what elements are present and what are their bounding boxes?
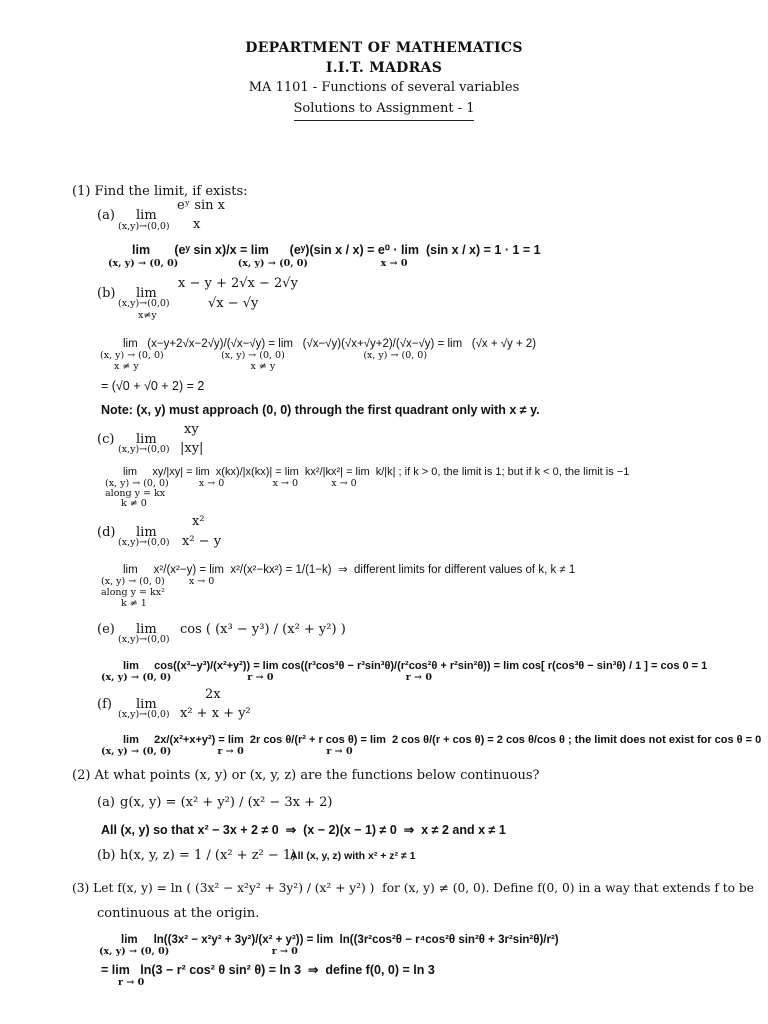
q1b-numerator: x − y + 2√x − 2√y	[178, 276, 298, 291]
q1f-lim: lim	[136, 697, 157, 712]
q1c-label: (c)	[97, 432, 115, 447]
q1c-solution-sub: (x, y) → (0, 0) x → 0 x → 0 x → 0	[105, 478, 357, 489]
q1d-lim-sub: (x,y)→(0,0)	[118, 537, 170, 548]
q1f-solution-sub: (x, y) → (0, 0) r → 0 r → 0	[101, 746, 353, 757]
q1a-lim: lim	[136, 208, 157, 223]
q2b-label: (b)	[97, 848, 116, 863]
q2a-expression: g(x, y) = (x² + y²) / (x² − 3x + 2)	[120, 795, 333, 810]
course-title: MA 1101 - Functions of several variables	[248, 80, 520, 95]
q1b-lim-sub2: x≠y	[138, 310, 157, 321]
q1a-solution: lim (eʸ sin x)/x = lim (eʸ)(sin x / x) = e⁰ · lim (sin x / x) = 1 · 1 = 1	[132, 243, 541, 257]
q3-heading: (3) Let f(x, y) = ln ( (3x² − x²y² + 3y²) / (x² + y²) ) for (x, y) ≠ (0, 0). Define f(0, 0) in a way that extends f to be	[72, 881, 754, 895]
q1b-denominator: √x − √y	[208, 296, 259, 311]
q1d-solution-sub2: along y = kx²	[101, 587, 165, 598]
q1e-expression: cos ( (x³ − y³) / (x² + y²) )	[180, 622, 346, 637]
q2a-label: (a)	[97, 795, 115, 810]
q1d-numerator: x²	[192, 514, 205, 529]
q1b-solution-sub: (x, y) → (0, 0) (x, y) → (0, 0) (x, y) → (0, 0)	[100, 350, 428, 361]
q1e-solution: lim cos((x³−y³)/(x²+y²)) = lim cos((r³cos³θ − r³sin³θ)/(r²cos²θ + r²sin²θ)) = lim cos[ r(cos³θ − sin³θ) / 1 ] = cos 0 = 1	[123, 660, 708, 672]
q1b-result: = (√0 + √0 + 2) = 2	[101, 379, 205, 393]
q1f-solution: lim 2x/(x²+x+y²) = lim 2r cos θ/(r² + r cos θ) = lim 2 cos θ/(r + cos θ) = 2 cos θ/cos θ ; the limit does not exist for cos θ = 0	[123, 734, 762, 746]
q2b-solution: All (x, y, z) with x² + z² ≠ 1	[290, 850, 416, 862]
document-header	[0, 38, 768, 121]
q1d-label: (d)	[97, 525, 116, 540]
q2a-solution: All (x, y) so that x² − 3x + 2 ≠ 0 ⇒ (x − 2)(x − 1) ≠ 0 ⇒ x ≠ 2 and x ≠ 1	[101, 823, 506, 837]
q1b-label: (b)	[97, 286, 116, 301]
q1b-lim: lim	[136, 286, 157, 301]
q3-solution: lim ln((3x² − x²y² + 3y²)/(x² + y²)) = lim ln((3r²cos²θ − r⁴cos²θ sin²θ + 3r²sin²θ)/r²)	[121, 934, 559, 946]
q2b-expression: h(x, y, z) = 1 / (x² + z² − 1)	[120, 848, 297, 863]
q1b-note: Note: (x, y) must approach (0, 0) through the first quadrant only with x ≠ y.	[101, 403, 540, 417]
q1d-lim: lim	[136, 525, 157, 540]
q1d-solution-sub: (x, y) → (0, 0) x → 0	[101, 576, 215, 587]
q1b-solution-sub2: x ≠ y x ≠ y	[114, 361, 276, 372]
q1e-solution-sub: (x, y) → (0, 0) r → 0 r → 0	[101, 672, 432, 683]
department-title: DEPARTMENT OF MATHEMATICS	[245, 40, 523, 56]
q1a-label: (a)	[97, 208, 115, 223]
q1-heading: (1) Find the limit, if exists:	[72, 184, 248, 199]
q1a-numerator: eʸ sin x	[177, 198, 225, 213]
q1c-numerator: xy	[184, 422, 199, 437]
document-subtitle: Solutions to Assignment - 1	[294, 99, 475, 121]
q1f-numerator: 2x	[205, 687, 221, 702]
q3-heading-continued: continuous at the origin.	[97, 906, 260, 921]
q1d-solution: lim x²/(x²−y) = lim x²/(x²−kx²) = 1/(1−k) ⇒ different limits for different values of k, k ≠ 1	[123, 564, 576, 576]
q1f-label: (f)	[97, 697, 112, 712]
q1c-lim: lim	[136, 432, 157, 447]
q1e-lim-sub: (x,y)→(0,0)	[118, 634, 170, 645]
q1e-label: (e)	[97, 622, 115, 637]
q3-solution-sub: (x, y) → (0, 0) r → 0	[99, 946, 298, 957]
q1c-lim-sub: (x,y)→(0,0)	[118, 444, 170, 455]
q3-solution-line2-sub: r → 0	[118, 977, 145, 988]
q1d-denominator: x² − y	[182, 534, 222, 549]
q3-solution-line2: = lim ln(3 − r² cos² θ sin² θ) = ln 3 ⇒ define f(0, 0) = ln 3	[101, 963, 435, 977]
institute-title: I.I.T. MADRAS	[325, 60, 443, 76]
q1c-denominator: |xy|	[180, 441, 204, 456]
q1b-solution: lim (x−y+2√x−2√y)/(√x−√y) = lim (√x−√y)(√x+√y+2)/(√x−√y) = lim (√x + √y + 2)	[123, 338, 537, 350]
q1c-solution: lim xy/|xy| = lim x(kx)/|x(kx)| = lim kx²/|kx²| = lim k/|k| ; if k > 0, the limit is 1; but if k < 0, the limit is −1	[123, 466, 630, 478]
q1d-solution-sub3: k ≠ 1	[121, 598, 147, 609]
q1c-solution-sub3: k ≠ 0	[121, 498, 147, 509]
q1a-denominator: x	[193, 217, 201, 232]
q1a-solution-sub: (x, y) → (0, 0) (x, y) → (0, 0) x → 0	[108, 258, 408, 269]
q1b-lim-sub: (x,y)→(0,0)	[118, 298, 170, 309]
q1e-lim: lim	[136, 622, 157, 637]
q1c-solution-sub2: along y = kx	[105, 488, 166, 499]
q1f-lim-sub: (x,y)→(0,0)	[118, 709, 170, 720]
q2-heading: (2) At what points (x, y) or (x, y, z) are the functions below continuous?	[72, 768, 540, 783]
q1f-denominator: x² + x + y²	[180, 706, 251, 721]
q1a-lim-sub: (x,y)→(0,0)	[118, 221, 170, 232]
